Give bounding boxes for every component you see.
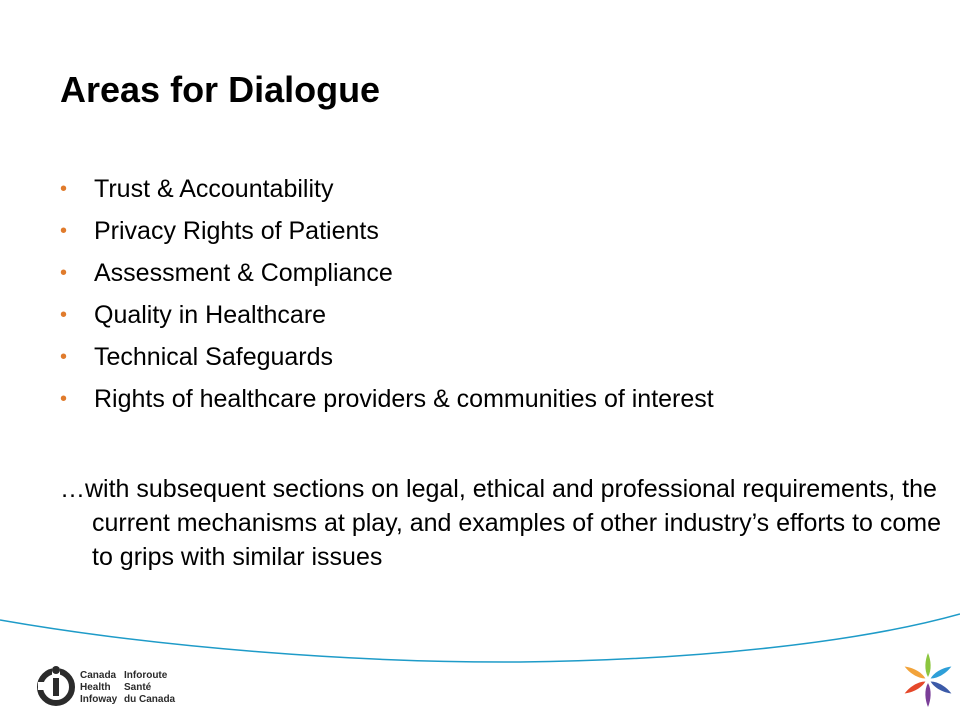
bullet-text: Rights of healthcare providers & communities of interest [94,385,714,413]
swoosh-line [0,614,960,662]
logo-french-text [124,670,175,706]
bullet-text: Technical Safeguards [94,343,334,371]
logo-line: Infoway [80,694,118,705]
bullet-dot-icon: • [60,220,68,242]
closing-paragraph: …with subsequent sections on legal, ethical and professional requirements, the current mechanisms at play, and examples of other industry’s efforts to come to grips with similar issues [60,475,942,571]
bullet-dot-icon: • [60,346,68,368]
bullet-dot-icon: • [60,388,68,410]
logo-line: Inforoute [124,670,168,681]
list-item [60,168,920,210]
list-item [60,336,920,378]
list-item [60,294,920,336]
slide-title: Areas for Dialogue [60,69,381,110]
list-item [60,378,920,420]
logo-line: Canada [80,670,117,681]
bullet-list [60,168,920,420]
star-petals [903,653,952,707]
list-item [60,252,920,294]
bullet-text: Assessment & Compliance [94,259,393,287]
bullet-dot-icon: • [60,304,68,326]
bullet-dot-icon: • [60,262,68,284]
logo-line: Health [80,682,111,693]
logo-line: du Canada [124,694,176,705]
logo-english-text [80,670,117,706]
list-item [60,210,920,252]
multicolor-star-icon [898,650,958,710]
bullet-text: Privacy Rights of Patients [94,217,379,245]
bullet-text: Quality in Healthcare [94,301,327,329]
infoway-logo-icon [34,662,78,710]
bullet-text: Trust & Accountability [94,175,334,203]
infoway-logo [34,662,194,710]
bullet-dot-icon: • [60,178,68,200]
logo-line: Santé [124,682,152,693]
